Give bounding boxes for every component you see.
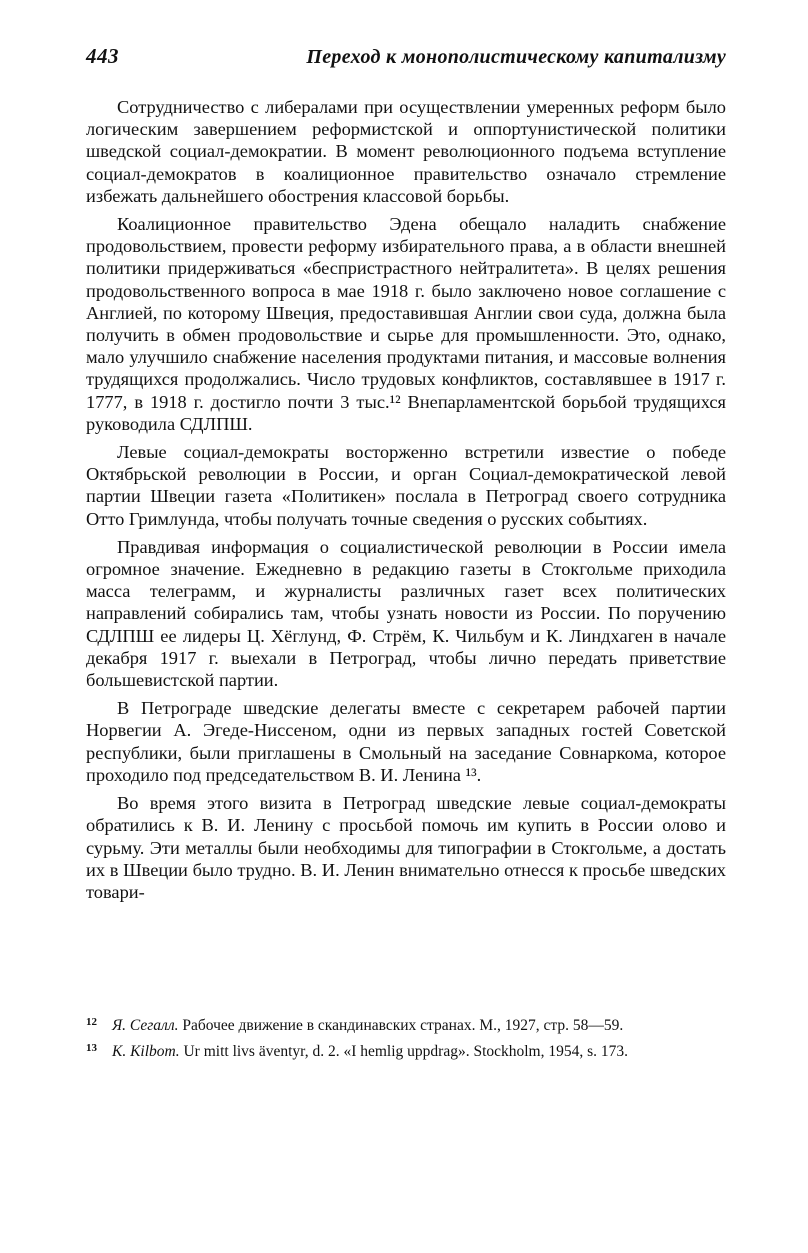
footnote-mark: 13 — [86, 1041, 97, 1054]
footnote — [86, 1043, 726, 1061]
footnote — [86, 1017, 726, 1035]
paragraph: В Петрограде шведские делегаты вместе с секретарем рабочей партии Норвегии А. Эгеде-Ниссеном, одни из первых западных гостей Советской республики, были приглашены в Смольный на заседание Совнаркома, которое проходило под председательством В. И. Ленина ¹³. — [86, 698, 726, 785]
footnote-text: Рабочее движение в скандинавских странах. М., 1927, стр. 58—59. — [182, 1017, 624, 1034]
footnote-text: Ur mitt livs äventyr, d. 2. «I hemlig uppdrag». Stockholm, 1954, s. 173. — [183, 1042, 629, 1060]
page-header — [86, 44, 726, 78]
footnotes — [86, 1017, 726, 1068]
paragraph: Во время этого визита в Петроград шведские левые социал-демократы обратились к В. И. Ленину с просьбой помочь им купить в России олово и сурьму. Эти металлы были необходимы для типографии в Стокгольме, а достать их в Швеции было трудно. В. И. Ленин внимательно отнесся к просьбе шведских товари- — [86, 793, 726, 902]
paragraph: Коалиционное правительство Эдена обещало наладить снабжение продовольствием, провести реформу избирательного права, а в области внешней политики придерживаться «беспристрастного нейтралитета». В целях решения продовольственного вопроса в мае 1918 г. было заключено новое соглашение с Англией, по которому Швеция, предоставившая Англии свои суда, должна была получить в обмен продовольствие и сырье для промышленности. Это, однако, мало улучшило снабжение населения продуктами питания, и массовые волнения трудящихся продолжались. Число трудовых конфликтов, составлявшее в 1917 г. 1777, в 1918 г. достигло почти 3 тыс.¹² Внепарламентской борьбой трудящихся руководила СДЛПШ. — [86, 214, 726, 434]
footnote-author: Я. Сегалл. — [112, 1017, 179, 1034]
footnote-mark: 12 — [86, 1016, 97, 1028]
paragraph: Левые социал-демократы восторженно встретили известие о победе Октябрьской революции в России, и орган Социал-демократической левой партии Швеции газета «Политикен» послала в Петроград своего сотрудника Отто Гримлунда, чтобы получать точные сведения о русских событиях. — [86, 442, 726, 529]
paragraph: Сотрудничество с либералами при осуществлении умеренных реформ было логическим завершением реформистской и оппортунистической политики шведской социал-демократии. В момент революционного подъема вступление социал-демократов в коалиционное правительство означало стремление избежать дальнейшего обострения классовой борьбы. — [86, 97, 726, 206]
main-text — [86, 96, 726, 903]
footnote-author: K. Kilbom. — [112, 1042, 180, 1060]
paragraph: Правдивая информация о социалистической революции в России имела огромное значение. Ежедневно в редакцию газеты в Стокгольме приходила масса телеграмм, и журналисты различных газет всех политических направлений собирались там, чтобы узнать новости из России. По поручению СДЛПШ ее лидеры Ц. Хёглунд, Ф. Стрём, К. Чильбум и К. Линдхаген в начале декабря 1917 г. выехали в Петроград, чтобы лично передать приветствие большевистской партии. — [86, 536, 726, 691]
page — [86, 44, 726, 909]
page-number: 443 — [86, 44, 119, 68]
running-title: Переход к монополистическому капитализму — [306, 46, 726, 68]
